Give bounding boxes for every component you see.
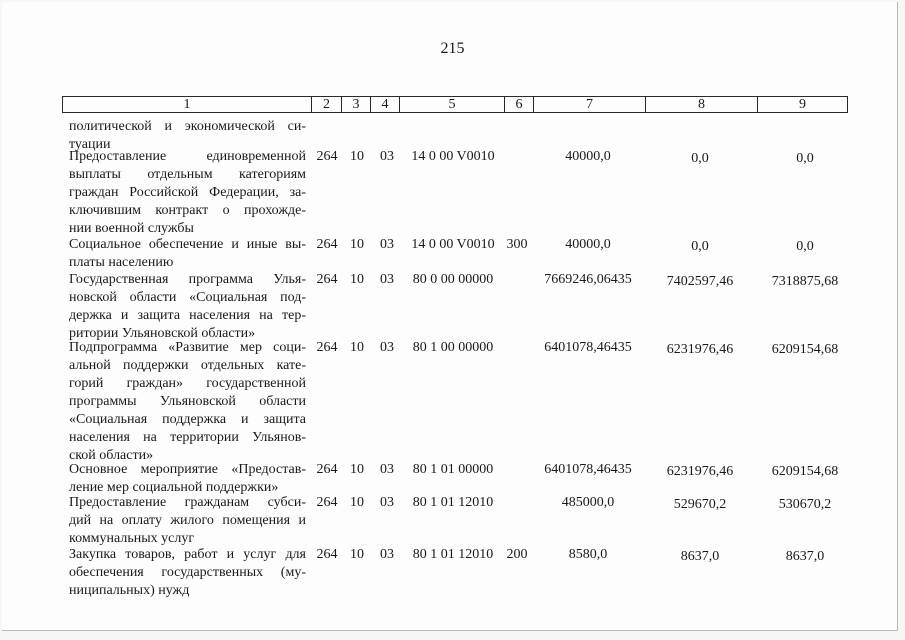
podrazdel-code: 03 bbox=[380, 462, 394, 477]
description-line: граждан Российской Федерации, за- bbox=[69, 185, 306, 200]
amount-col-9: 8637,0 bbox=[785, 549, 825, 564]
description-line: ключившим контракт о прохожде- bbox=[69, 203, 306, 218]
description-line: Государственная программа Улья- bbox=[69, 272, 306, 287]
amount-col-8: 8637,0 bbox=[680, 549, 720, 564]
razdel-code: 10 bbox=[350, 495, 364, 510]
podrazdel-code: 03 bbox=[380, 237, 394, 252]
description-line: горий граждан» государственной bbox=[69, 376, 306, 391]
description-line: населения на территории Ульянов- bbox=[69, 430, 306, 445]
table-header bbox=[62, 96, 848, 113]
description-line: выплаты отдельным категориям bbox=[69, 167, 306, 182]
amount-col-8: 0,0 bbox=[691, 239, 709, 254]
header-col-3: 3 bbox=[342, 97, 371, 112]
adm-code: 264 bbox=[316, 149, 338, 164]
description-line: программы Ульяновской области bbox=[69, 394, 306, 409]
adm-code: 264 bbox=[316, 272, 338, 287]
description-line: нии военной службы bbox=[69, 221, 194, 236]
description-line: держка и защита населения на тер- bbox=[69, 308, 306, 323]
header-col-7: 7 bbox=[534, 97, 646, 112]
description-line: Социальное обеспечение и иные вы- bbox=[69, 237, 306, 252]
description-line: ниципальных) нужд bbox=[69, 583, 190, 598]
podrazdel-code: 03 bbox=[380, 495, 394, 510]
description-line: альной поддержки отдельных кате- bbox=[69, 358, 306, 373]
amount-col-7: 485000,0 bbox=[561, 495, 615, 510]
razdel-code: 10 bbox=[350, 149, 364, 164]
row-description bbox=[69, 148, 306, 238]
row-description bbox=[69, 461, 306, 497]
csr-code: 80 1 01 00000 bbox=[412, 462, 494, 477]
header-col-8: 8 bbox=[646, 97, 758, 112]
description-line: «Социальная поддержка и защита bbox=[69, 412, 306, 427]
adm-code: 264 bbox=[316, 547, 338, 562]
adm-code: 264 bbox=[316, 237, 338, 252]
csr-code: 80 1 01 12010 bbox=[412, 547, 494, 562]
amount-col-9: 7318875,68 bbox=[771, 274, 839, 289]
amount-col-9: 6209154,68 bbox=[771, 342, 839, 357]
csr-code: 80 1 00 00000 bbox=[412, 340, 494, 355]
header-col-1: 1 bbox=[63, 97, 312, 112]
description-line: ление мер социальной поддержки» bbox=[69, 480, 279, 495]
description-line: Подпрограмма «Развитие мер соци- bbox=[69, 340, 306, 355]
page-number: 215 bbox=[440, 40, 465, 57]
razdel-code: 10 bbox=[350, 237, 364, 252]
amount-col-9: 530670,2 bbox=[778, 497, 832, 512]
amount-col-7: 7669246,06435 bbox=[544, 272, 632, 287]
description-line: Предоставление гражданам субси- bbox=[69, 495, 306, 510]
amount-col-8: 7402597,46 bbox=[666, 274, 734, 289]
csr-code: 80 1 01 12010 bbox=[412, 495, 494, 510]
description-line: дий на оплату жилого помещения и bbox=[69, 513, 306, 528]
header-col-5: 5 bbox=[400, 97, 505, 112]
adm-code: 264 bbox=[316, 495, 338, 510]
csr-code: 14 0 00 V0010 bbox=[411, 237, 495, 252]
description-line: обеспечения государственных (му- bbox=[69, 565, 306, 580]
description-line: туации bbox=[69, 137, 111, 152]
amount-col-8: 6231976,46 bbox=[666, 464, 734, 479]
amount-col-7: 40000,0 bbox=[565, 237, 611, 252]
description-line: ритории Ульяновской области» bbox=[69, 326, 256, 341]
description-line: платы населению bbox=[69, 255, 174, 270]
podrazdel-code: 03 bbox=[380, 149, 394, 164]
podrazdel-code: 03 bbox=[380, 340, 394, 355]
razdel-code: 10 bbox=[350, 462, 364, 477]
amount-col-9: 0,0 bbox=[796, 151, 814, 166]
row-description bbox=[69, 236, 306, 272]
adm-code: 264 bbox=[316, 340, 338, 355]
row-description bbox=[69, 494, 306, 548]
amount-col-8: 0,0 bbox=[691, 151, 709, 166]
row-description bbox=[69, 271, 306, 343]
description-line: Закупка товаров, работ и услуг для bbox=[69, 547, 306, 562]
description-line: ской области» bbox=[69, 448, 154, 463]
vr-code: 200 bbox=[506, 547, 528, 562]
row-description bbox=[69, 546, 306, 600]
amount-col-9: 6209154,68 bbox=[771, 464, 839, 479]
description-line: Предоставление единовременной bbox=[69, 149, 306, 164]
podrazdel-code: 03 bbox=[380, 272, 394, 287]
amount-col-7: 6401078,46435 bbox=[544, 462, 632, 477]
podrazdel-code: 03 bbox=[380, 547, 394, 562]
amount-col-7: 40000,0 bbox=[565, 149, 611, 164]
adm-code: 264 bbox=[316, 462, 338, 477]
description-line: коммунальных услуг bbox=[69, 531, 195, 546]
csr-code: 80 0 00 00000 bbox=[412, 272, 494, 287]
amount-col-8: 6231976,46 bbox=[666, 342, 734, 357]
amount-col-7: 6401078,46435 bbox=[544, 340, 632, 355]
razdel-code: 10 bbox=[350, 272, 364, 287]
amount-col-7: 8580,0 bbox=[568, 547, 608, 562]
csr-code: 14 0 00 V0010 bbox=[411, 149, 495, 164]
razdel-code: 10 bbox=[350, 340, 364, 355]
description-line: политической и экономической си- bbox=[69, 119, 306, 134]
header-col-2: 2 bbox=[312, 97, 342, 112]
amount-col-8: 529670,2 bbox=[673, 497, 727, 512]
vr-code: 300 bbox=[506, 237, 528, 252]
header-col-6: 6 bbox=[505, 97, 534, 112]
row-description bbox=[69, 339, 306, 465]
header-col-4: 4 bbox=[371, 97, 400, 112]
amount-col-9: 0,0 bbox=[796, 239, 814, 254]
description-line: Основное мероприятие «Предостав- bbox=[69, 462, 306, 477]
razdel-code: 10 bbox=[350, 547, 364, 562]
header-col-9: 9 bbox=[799, 97, 806, 112]
description-line: новской области «Социальная под- bbox=[69, 290, 306, 305]
